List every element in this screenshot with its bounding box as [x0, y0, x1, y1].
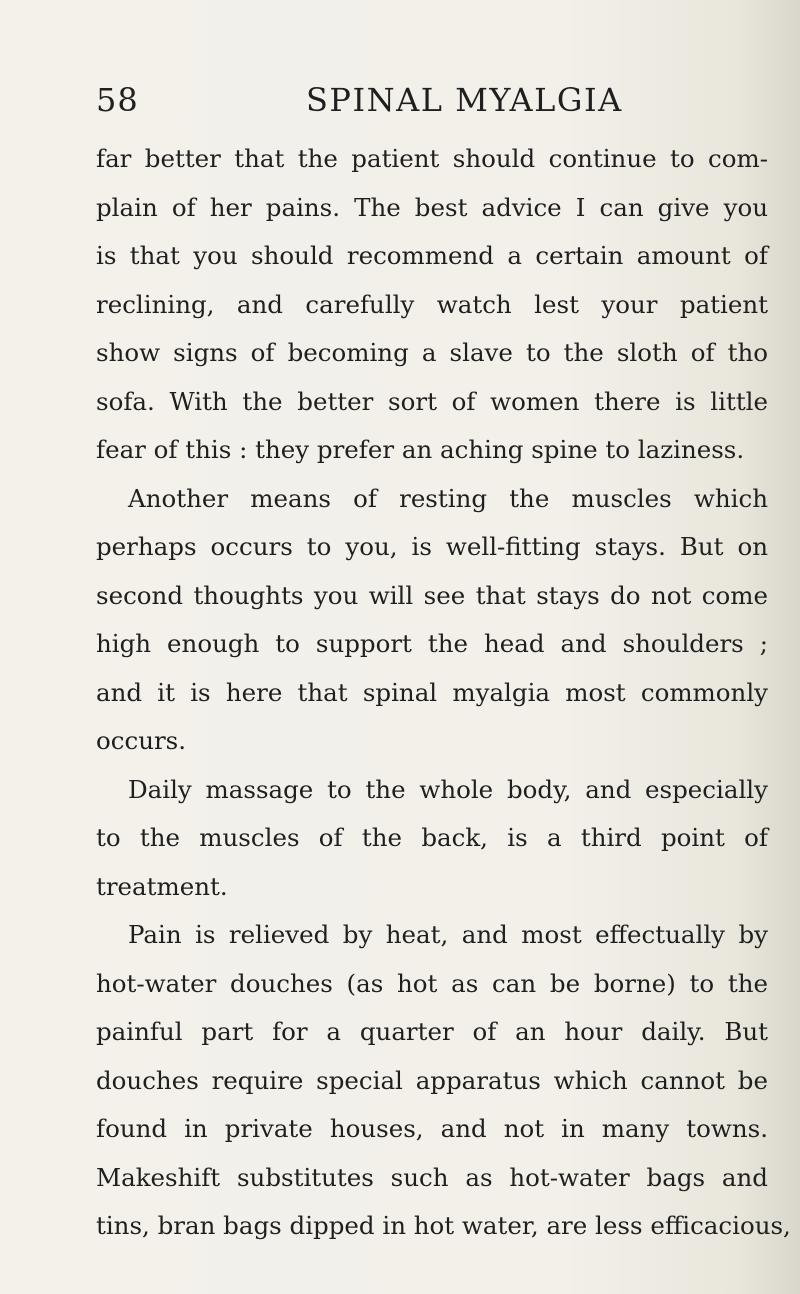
text-line: Another means of resting the muscles which	[128, 483, 768, 513]
text-line: treatment.	[96, 871, 228, 901]
paragraph-1	[96, 135, 768, 475]
text-line: fear of this : they prefer an aching spine to laziness.	[96, 435, 745, 464]
paragraph-2	[96, 475, 768, 766]
text-line: hot-water douches (as hot as can be borne) to the	[96, 968, 768, 998]
text-line: Makeshift substitutes such as hot-water bags and	[96, 1162, 768, 1192]
text-line: and it is here that spinal myalgia most commonly	[96, 677, 768, 707]
text-line: to the muscles of the back, is a third point of	[96, 823, 768, 852]
text-line: douches require special apparatus which cannot be	[96, 1065, 768, 1095]
text-line: high enough to support the head and shoulders ;	[96, 629, 768, 658]
text-line: is that you should recommend a certain amount of	[96, 241, 768, 270]
text-line: occurs.	[96, 726, 187, 755]
text-line: far better that the patient should continue to com-	[96, 144, 768, 173]
text-line: reclining, and carefully watch lest your patient	[96, 289, 768, 319]
paragraph-3	[96, 766, 768, 912]
text-line: perhaps occurs to you, is well-fitting stays. But on	[96, 532, 768, 561]
page-number: 58	[96, 81, 139, 119]
page-body	[96, 135, 791, 1251]
text-line: Daily massage to the whole body, and especially	[128, 774, 768, 804]
text-line: sofa. With the better sort of women there is little	[96, 386, 768, 416]
paragraph-4	[96, 911, 791, 1251]
text-line: Pain is relieved by heat, and most effectually by	[128, 920, 768, 949]
text-line: tins, bran bags dipped in hot water, are less efficacious,	[96, 1211, 791, 1240]
running-head: SPINAL MYALGIA	[306, 81, 623, 119]
text-line: second thoughts you will see that stays do not come	[96, 580, 768, 610]
page-header	[96, 78, 716, 122]
text-line: show signs of becoming a slave to the sloth of tho	[96, 338, 768, 367]
text-line: found in private houses, and not in many towns.	[96, 1114, 768, 1143]
text-line: plain of her pains. The best advice I can give you	[96, 192, 768, 222]
text-line: painful part for a quarter of an hour daily. But	[96, 1017, 768, 1046]
